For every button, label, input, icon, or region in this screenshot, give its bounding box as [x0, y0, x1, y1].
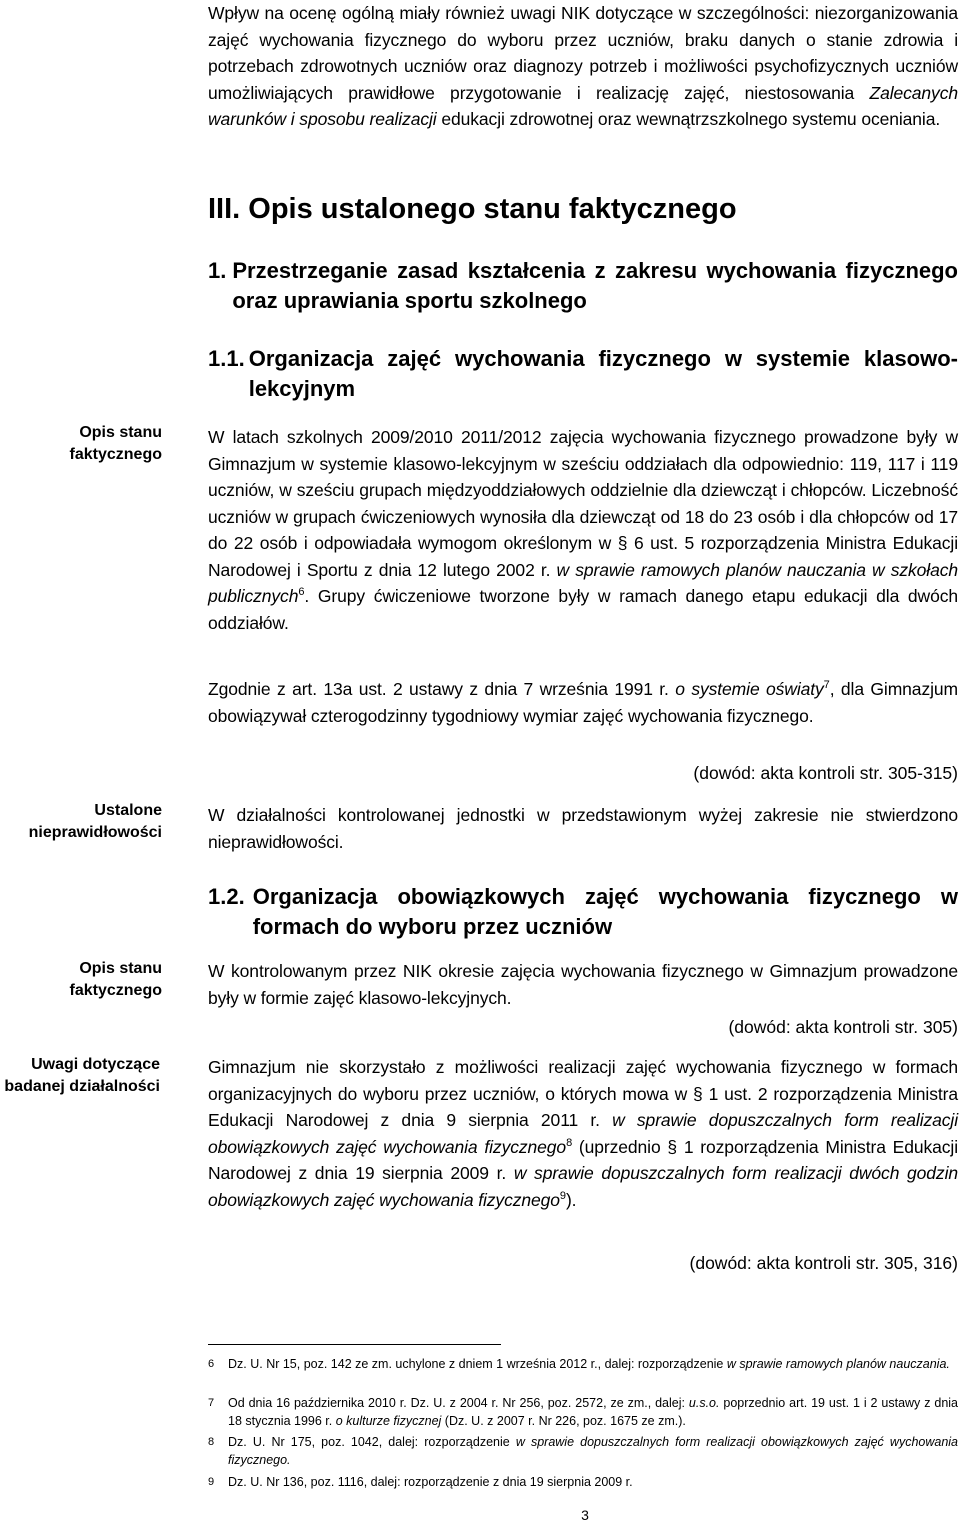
- footnote-8: 8 Dz. U. Nr 175, poz. 1042, dalej: rozporządzenie w sprawie dopuszczalnych form realizacji obowiązkowych zajęć wychowania fizycznego.: [208, 1435, 959, 1467]
- paragraph-4: W kontrolowanym przez NIK okresie zajęcia wychowania fizycznego w Gimnazjum prowadzone były w formie zajęć klasowo-lekcyjnych.: [208, 961, 958, 1008]
- margin-note-opis-stanu-2: Opis stanu faktycznego: [69, 960, 162, 999]
- heading-1-2-text: Organizacja obowiązkowych zajęć wychowania fizycznego w formach do wyboru przez uczniów: [252, 884, 958, 939]
- margin-note-uwagi: Uwagi dotyczące badanej działalności: [4, 1056, 160, 1095]
- intro-paragraph: Wpływ na ocenę ogólną miały również uwagi NIK dotyczące w szczególności: niezorganizowania zajęć wychowania fizycznego do wyboru przez uczniów, braku danych o stanie zdrowia i potrzebach zdrowotnych uczniów oraz diagnozy potrzeb i możliwości psychofizycznych uczniów umożliwiających prawidłowe przygotowanie i realizację zajęć, niestosowania Zalecanych warunków i sposobu realizacji edukacji zdrowotnej oraz wewnątrzszkolnego systemu oceniania.: [208, 3, 958, 129]
- footnote-7: 7 Od dnia 16 października 2010 r. Dz. U. z 2004 r. Nr 256, poz. 2572, ze zm., dalej: u.s.o. poprzednio art. 19 ust. 1 i 2 ustawy z dnia 18 stycznia 1996 r. o kulturze fizycznej (Dz. U. z 2007 r. Nr 226, poz. 1675 ze zm.).: [208, 1396, 958, 1428]
- footnote-separator: [208, 1344, 501, 1345]
- heading-1-2: [208, 882, 958, 942]
- margin-note-ustalone-nieprawidlowosci: Ustalone nieprawidłowości: [28, 802, 162, 841]
- page-number: 3: [581, 1507, 589, 1523]
- proof-3: (dowód: akta kontroli str. 305, 316): [689, 1253, 958, 1273]
- footnote-9: 9 Dz. U. Nr 136, poz. 1116, dalej: rozporządzenie z dnia 19 sierpnia 2009 r.: [208, 1475, 633, 1489]
- paragraph-3: W działalności kontrolowanej jednostki w przedstawionym wyżej zakresie nie stwierdzono nieprawidłowości.: [208, 805, 958, 852]
- margin-note-opis-stanu-1: Opis stanu faktycznego: [69, 424, 162, 463]
- heading-1-text: Przestrzeganie zasad kształcenia z zakresu wychowania fizycznego oraz uprawiania sportu szkolnego: [232, 258, 958, 313]
- heading-1-2-number: 1.2.: [208, 884, 245, 909]
- footnote-6: 6 Dz. U. Nr 15, poz. 142 ze zm. uchylone z dniem 1 września 2012 r., dalej: rozporządzenie w sprawie ramowych planów nauczania.: [208, 1357, 950, 1371]
- heading-1-1-number: 1.1.: [208, 346, 245, 371]
- heading-1: [208, 256, 958, 316]
- heading-1-1-text: Organizacja zajęć wychowania fizycznego w systemie klasowo-lekcyjnym: [248, 346, 958, 401]
- heading-1-1: [208, 344, 958, 404]
- heading-1-number: 1.: [208, 258, 227, 283]
- proof-1: (dowód: akta kontroli str. 305-315): [693, 763, 958, 783]
- proof-2: (dowód: akta kontroli str. 305): [728, 1017, 958, 1037]
- paragraph-5: Gimnazjum nie skorzystało z możliwości realizacji zajęć wychowania fizycznego w formach organizacyjnych do wyboru przez uczniów, o których mowa w § 1 ust. 2 rozporządzenia Ministra Edukacji Narodowej z dnia 9 sierpnia 2011 r. w sprawie dopuszczalnych form realizacji obowiązkowych zajęć wychowania fizycznego$^8$ (uprzednio § 1 rozporządzenia Ministra Edukacji Narodowej z dnia 19 sierpnia 2009 r. w sprawie dopuszczalnych form realizacji dwóch godzin obowiązkowych zajęć wychowania fizycznego$^9$).: [208, 1057, 959, 1210]
- section-title: III. Opis ustalonego stanu faktycznego: [208, 193, 737, 225]
- paragraph-1: W latach szkolnych 2009/2010 2011/2012 zajęcia wychowania fizycznego prowadzone były w Gimnazjum w systemie klasowo-lekcyjnym w sześciu oddziałach dla odpowiednio: 119, 117 i 119 uczniów, w sześciu grupach międzyoddziałowych oddzielnie dla dziewcząt i chłopców. Liczebność uczniów w grupach ćwiczeniowych wynosiła dla dziewcząt od 18 do 23 osób i dla chłopców od 17 do 22 osób i odpowiadała wymogom określonym w § 6 ust. 5 rozporządzenia Ministra Edukacji Narodowej i Sportu z dnia 12 lutego 2002 r. w sprawie ramowych planów nauczania w szkołach publicznych$^6$. Grupy ćwiczeniowe tworzone były w ramach danego etapu edukacji dla dwóch oddziałów.: [208, 427, 959, 633]
- paragraph-2: Zgodnie z art. 13a ust. 2 ustawy z dnia 7 września 1991 r. o systemie oświaty$^7$, dla Gimnazjum obowiązywał czterogodzinny tygodniowy wymiar zajęć wychowania fizycznego.: [208, 679, 958, 726]
